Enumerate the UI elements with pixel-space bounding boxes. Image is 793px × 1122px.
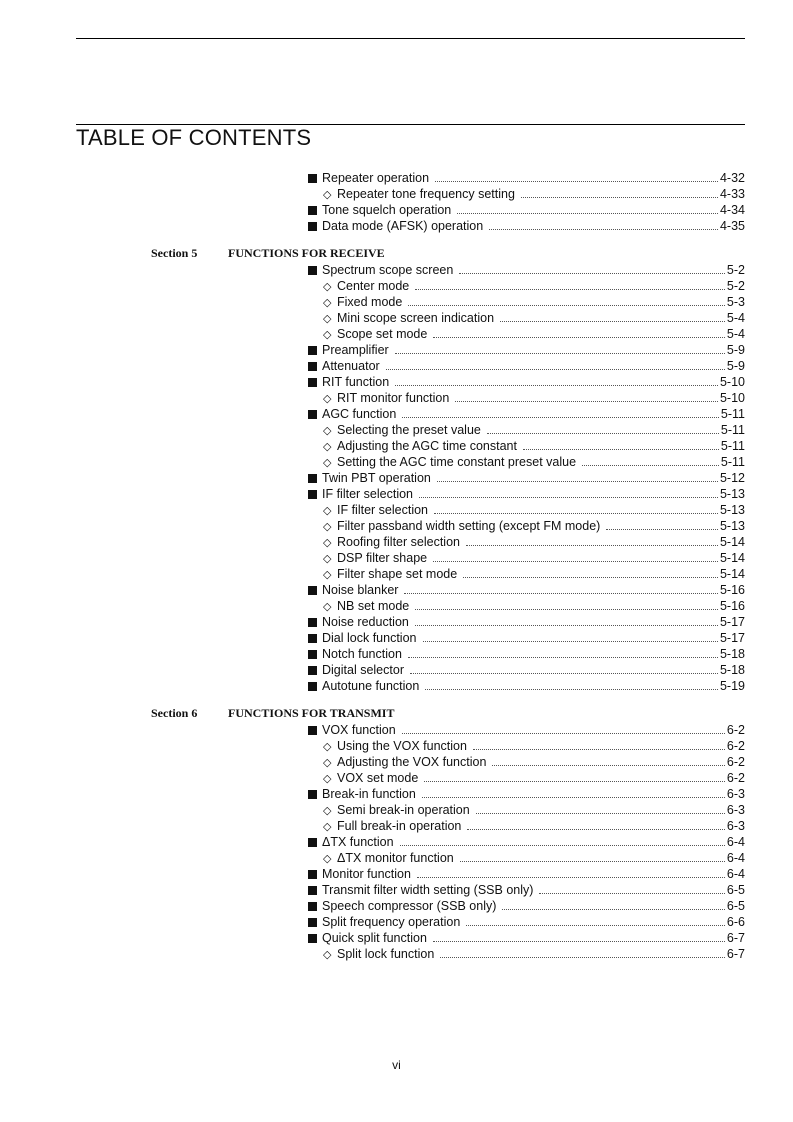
dot-leader <box>408 304 725 306</box>
section-number: Section 6 <box>151 706 198 720</box>
toc-subentry[interactable] <box>0 850 793 866</box>
entry-label: IF filter selection <box>337 503 429 517</box>
entry-page-number: 6-2 <box>726 755 745 769</box>
entry-page-number: 5-16 <box>719 583 745 597</box>
page-number: vi <box>392 1058 401 1072</box>
toc-entry[interactable] <box>0 358 793 374</box>
toc-entry[interactable] <box>0 486 793 502</box>
entry-page-number: 6-4 <box>726 835 745 849</box>
entry-label: NB set mode <box>337 599 410 613</box>
entry-label: Split lock function <box>337 947 435 961</box>
dot-leader <box>523 448 719 450</box>
toc-entry[interactable] <box>0 342 793 358</box>
square-bullet-icon <box>308 915 322 931</box>
diamond-bullet-icon <box>323 391 337 407</box>
entry-label: Full break-in operation <box>337 819 462 833</box>
entry-page-number: 5-14 <box>719 535 745 549</box>
toc-subentry[interactable] <box>0 770 793 786</box>
toc-subentry[interactable] <box>0 390 793 406</box>
entry-label: Spectrum scope screen <box>322 263 454 277</box>
entry-page-number: 4-35 <box>719 219 745 233</box>
entry-page-number: 5-10 <box>719 391 745 405</box>
square-bullet-icon <box>308 631 322 647</box>
square-bullet-icon <box>308 487 322 503</box>
square-bullet-icon <box>308 219 322 235</box>
toc-group <box>0 170 793 234</box>
dot-leader <box>459 272 725 274</box>
toc-subentry[interactable] <box>0 946 793 962</box>
diamond-bullet-icon <box>323 551 337 567</box>
square-bullet-icon <box>308 867 322 883</box>
diamond-bullet-icon <box>323 567 337 583</box>
entry-page-number: 5-13 <box>719 487 745 501</box>
entry-page-number: 5-11 <box>720 439 745 453</box>
square-bullet-icon <box>308 679 322 695</box>
toc-subentry[interactable] <box>0 598 793 614</box>
entry-page-number: 5-3 <box>726 295 745 309</box>
toc-entry[interactable] <box>0 834 793 850</box>
square-bullet-icon <box>308 471 322 487</box>
diamond-bullet-icon <box>323 295 337 311</box>
toc-subentry[interactable] <box>0 802 793 818</box>
dot-leader <box>386 368 725 370</box>
dot-leader <box>473 748 725 750</box>
diamond-bullet-icon <box>323 455 337 471</box>
toc-subentry[interactable] <box>0 454 793 470</box>
entry-label: Autotune function <box>322 679 420 693</box>
diamond-bullet-icon <box>323 519 337 535</box>
entry-page-number: 5-4 <box>726 327 745 341</box>
dot-leader <box>425 688 718 690</box>
diamond-bullet-icon <box>323 803 337 819</box>
toc-subentry[interactable] <box>0 310 793 326</box>
entry-page-number: 5-12 <box>719 471 745 485</box>
entry-page-number: 5-2 <box>726 279 745 293</box>
dot-leader <box>489 228 718 230</box>
section-heading <box>0 706 793 722</box>
diamond-bullet-icon <box>323 739 337 755</box>
entry-label: Quick split function <box>322 931 427 945</box>
dot-leader <box>424 780 725 782</box>
dot-leader <box>415 288 725 290</box>
dot-leader <box>410 672 718 674</box>
entry-label: VOX function <box>322 723 396 737</box>
entry-label: ΔTX function <box>322 835 394 849</box>
dot-leader <box>492 764 725 766</box>
entry-label: Notch function <box>322 647 402 661</box>
square-bullet-icon <box>308 647 322 663</box>
dot-leader <box>395 384 718 386</box>
toc-entry[interactable] <box>0 614 793 630</box>
toc-entry[interactable] <box>0 898 793 914</box>
dot-leader <box>457 212 718 214</box>
entry-label: Split frequency operation <box>322 915 461 929</box>
dot-leader <box>460 860 725 862</box>
square-bullet-icon <box>308 835 322 851</box>
dot-leader <box>402 416 719 418</box>
toc-subentry[interactable] <box>0 502 793 518</box>
dot-leader <box>395 352 725 354</box>
entry-page-number: 6-2 <box>726 723 745 737</box>
entry-label: Transmit filter width setting (SSB only) <box>322 883 534 897</box>
toc-entry[interactable] <box>0 866 793 882</box>
dot-leader <box>437 480 718 482</box>
page-title: TABLE OF CONTENTS <box>76 125 312 150</box>
entry-label: Semi break-in operation <box>337 803 470 817</box>
entry-label: Attenuator <box>322 359 380 373</box>
square-bullet-icon <box>308 203 322 219</box>
entry-page-number: 5-11 <box>720 455 745 469</box>
entry-page-number: 6-3 <box>726 787 745 801</box>
section-title: FUNCTIONS FOR RECEIVE <box>228 246 385 260</box>
entry-page-number: 6-5 <box>726 899 745 913</box>
toc-subentry[interactable] <box>0 566 793 582</box>
entry-label: Digital selector <box>322 663 404 677</box>
diamond-bullet-icon <box>323 599 337 615</box>
toc-entry[interactable] <box>0 218 793 234</box>
entry-label: Selecting the preset value <box>337 423 481 437</box>
toc-entry[interactable] <box>0 470 793 486</box>
dot-leader <box>487 432 719 434</box>
section-heading <box>0 246 793 262</box>
entry-page-number: 6-4 <box>726 851 745 865</box>
dot-leader <box>419 496 718 498</box>
entry-label: Using the VOX function <box>337 739 467 753</box>
entry-page-number: 5-13 <box>719 519 745 533</box>
dot-leader <box>606 528 718 530</box>
entry-label: Tone squelch operation <box>322 203 452 217</box>
entry-page-number: 5-18 <box>719 663 745 677</box>
entry-label: Adjusting the AGC time constant <box>337 439 517 453</box>
entry-page-number: 5-2 <box>726 263 745 277</box>
diamond-bullet-icon <box>323 535 337 551</box>
entry-page-number: 6-2 <box>726 739 745 753</box>
entry-label: Mini scope screen indication <box>337 311 495 325</box>
diamond-bullet-icon <box>323 423 337 439</box>
square-bullet-icon <box>308 883 322 899</box>
dot-leader <box>500 320 725 322</box>
entry-page-number: 5-9 <box>726 359 745 373</box>
square-bullet-icon <box>308 343 322 359</box>
toc-subentry[interactable] <box>0 438 793 454</box>
entry-page-number: 5-17 <box>719 615 745 629</box>
diamond-bullet-icon <box>323 279 337 295</box>
entry-page-number: 4-33 <box>719 187 745 201</box>
entry-page-number: 5-14 <box>719 551 745 565</box>
diamond-bullet-icon <box>323 311 337 327</box>
square-bullet-icon <box>308 931 322 947</box>
dot-leader <box>455 400 718 402</box>
entry-label: RIT function <box>322 375 390 389</box>
entry-label: Noise reduction <box>322 615 409 629</box>
entry-label: Repeater operation <box>322 171 430 185</box>
dot-leader <box>433 336 725 338</box>
dot-leader <box>521 196 718 198</box>
square-bullet-icon <box>308 263 322 279</box>
entry-label: DSP filter shape <box>337 551 428 565</box>
entry-label: Fixed mode <box>337 295 403 309</box>
top-rule <box>76 38 745 39</box>
entry-label: Repeater tone frequency setting <box>337 187 515 201</box>
entry-page-number: 6-4 <box>726 867 745 881</box>
toc-subentry[interactable] <box>0 550 793 566</box>
entry-label: Dial lock function <box>322 631 417 645</box>
square-bullet-icon <box>308 899 322 915</box>
entry-page-number: 4-32 <box>719 171 745 185</box>
toc-subentry[interactable] <box>0 278 793 294</box>
toc-subentry[interactable] <box>0 738 793 754</box>
entry-page-number: 5-11 <box>720 423 745 437</box>
entry-label: Noise blanker <box>322 583 399 597</box>
dot-leader <box>476 812 725 814</box>
dot-leader <box>463 576 718 578</box>
entry-page-number: 5-4 <box>726 311 745 325</box>
diamond-bullet-icon <box>323 819 337 835</box>
toc-subentry[interactable] <box>0 326 793 342</box>
dot-leader <box>408 656 718 658</box>
entry-page-number: 5-16 <box>719 599 745 613</box>
diamond-bullet-icon <box>323 439 337 455</box>
toc-entry[interactable] <box>0 374 793 390</box>
entry-page-number: 5-10 <box>719 375 745 389</box>
toc-list <box>0 170 793 962</box>
entry-label: Data mode (AFSK) operation <box>322 219 484 233</box>
entry-label: Center mode <box>337 279 410 293</box>
toc-entry[interactable] <box>0 722 793 738</box>
toc-entry[interactable] <box>0 646 793 662</box>
dot-leader <box>433 940 725 942</box>
dot-leader <box>466 924 725 926</box>
square-bullet-icon <box>308 787 322 803</box>
entry-label: Twin PBT operation <box>322 471 431 485</box>
toc-entry[interactable] <box>0 786 793 802</box>
toc-group <box>0 706 793 962</box>
toc-entry[interactable] <box>0 662 793 678</box>
entry-page-number: 5-19 <box>719 679 745 693</box>
toc-subentry[interactable] <box>0 294 793 310</box>
entry-label: Preamplifier <box>322 343 389 357</box>
entry-page-number: 6-6 <box>726 915 745 929</box>
toc-subentry[interactable] <box>0 818 793 834</box>
diamond-bullet-icon <box>323 327 337 343</box>
toc-subentry[interactable] <box>0 518 793 534</box>
dot-leader <box>539 892 725 894</box>
diamond-bullet-icon <box>323 503 337 519</box>
toc-subentry[interactable] <box>0 754 793 770</box>
entry-label: IF filter selection <box>322 487 414 501</box>
entry-label: Roofing filter selection <box>337 535 460 549</box>
entry-page-number: 5-13 <box>719 503 745 517</box>
entry-page-number: 5-18 <box>719 647 745 661</box>
dot-leader <box>400 844 725 846</box>
entry-label: Scope set mode <box>337 327 428 341</box>
diamond-bullet-icon <box>323 851 337 867</box>
toc-entry[interactable] <box>0 202 793 218</box>
toc-entry[interactable] <box>0 930 793 946</box>
diamond-bullet-icon <box>323 947 337 963</box>
toc-group <box>0 246 793 694</box>
toc-entry[interactable] <box>0 582 793 598</box>
dot-leader <box>433 560 718 562</box>
dot-leader <box>502 908 725 910</box>
section-title: FUNCTIONS FOR TRANSMIT <box>228 706 395 720</box>
toc-entry[interactable] <box>0 406 793 422</box>
dot-leader <box>423 640 718 642</box>
dot-leader <box>417 876 725 878</box>
square-bullet-icon <box>308 171 322 187</box>
square-bullet-icon <box>308 723 322 739</box>
toc-subentry[interactable] <box>0 422 793 438</box>
entry-label: Speech compressor (SSB only) <box>322 899 497 913</box>
toc-subentry[interactable] <box>0 186 793 202</box>
square-bullet-icon <box>308 375 322 391</box>
entry-page-number: 6-5 <box>726 883 745 897</box>
dot-leader <box>466 544 718 546</box>
dot-leader <box>404 592 718 594</box>
entry-label: Setting the AGC time constant preset value <box>337 455 577 469</box>
dot-leader <box>440 956 725 958</box>
diamond-bullet-icon <box>323 187 337 203</box>
toc-subentry[interactable] <box>0 534 793 550</box>
dot-leader <box>415 608 718 610</box>
square-bullet-icon <box>308 407 322 423</box>
entry-page-number: 6-3 <box>726 803 745 817</box>
toc-entry[interactable] <box>0 882 793 898</box>
toc-entry[interactable] <box>0 914 793 930</box>
dot-leader <box>435 180 718 182</box>
entry-label: VOX set mode <box>337 771 419 785</box>
square-bullet-icon <box>308 615 322 631</box>
entry-page-number: 4-34 <box>719 203 745 217</box>
entry-page-number: 5-14 <box>719 567 745 581</box>
entry-label: Filter passband width setting (except FM mode) <box>337 519 601 533</box>
entry-page-number: 5-9 <box>726 343 745 357</box>
square-bullet-icon <box>308 359 322 375</box>
square-bullet-icon <box>308 583 322 599</box>
diamond-bullet-icon <box>323 755 337 771</box>
entry-label: Adjusting the VOX function <box>337 755 487 769</box>
toc-entry[interactable] <box>0 170 793 186</box>
entry-page-number: 6-2 <box>726 771 745 785</box>
entry-label: Filter shape set mode <box>337 567 458 581</box>
dot-leader <box>467 828 725 830</box>
entry-label: RIT monitor function <box>337 391 450 405</box>
entry-label: Break-in function <box>322 787 416 801</box>
dot-leader <box>402 732 725 734</box>
entry-label: Monitor function <box>322 867 411 881</box>
entry-label: ΔTX monitor function <box>337 851 454 865</box>
toc-entry[interactable] <box>0 678 793 694</box>
dot-leader <box>434 512 718 514</box>
dot-leader <box>415 624 718 626</box>
toc-entry[interactable] <box>0 630 793 646</box>
dot-leader <box>582 464 719 466</box>
entry-page-number: 6-7 <box>726 931 745 945</box>
entry-label: AGC function <box>322 407 397 421</box>
entry-page-number: 6-3 <box>726 819 745 833</box>
entry-page-number: 6-7 <box>726 947 745 961</box>
square-bullet-icon <box>308 663 322 679</box>
section-number: Section 5 <box>151 246 198 260</box>
diamond-bullet-icon <box>323 771 337 787</box>
dot-leader <box>422 796 725 798</box>
entry-page-number: 5-17 <box>719 631 745 645</box>
entry-page-number: 5-11 <box>720 407 745 421</box>
toc-entry[interactable] <box>0 262 793 278</box>
